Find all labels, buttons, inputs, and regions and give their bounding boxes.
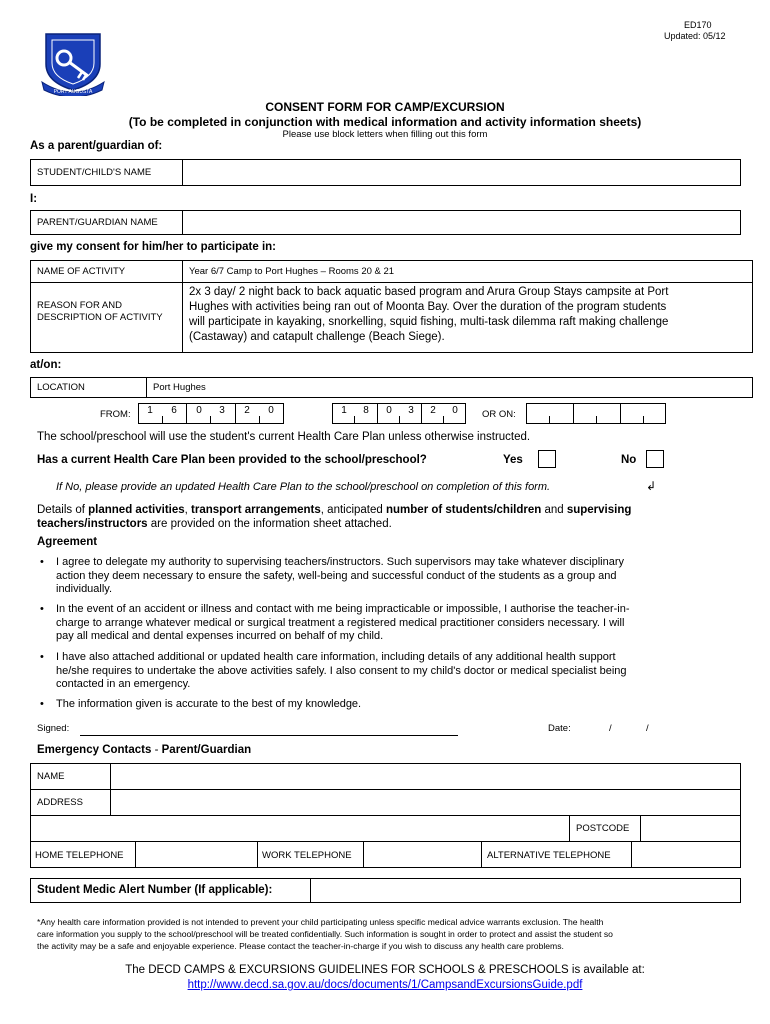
reason-line2: Hughes with activities being ran out of Moonta Bay. Over the duration of the program students	[189, 301, 667, 313]
guidelines-text: The DECD CAMPS & EXCURSIONS GUIDELINES FOR SCHOOLS & PRESCHOOLS is available at:	[125, 964, 645, 976]
form-code: ED170	[684, 20, 712, 30]
updated-date: Updated: 05/12	[664, 31, 726, 41]
location-row	[30, 377, 753, 398]
emergency-name-label: NAME	[37, 771, 65, 782]
agreement-item-4: • The information given is accurate to the best of my knowledge.	[56, 698, 361, 712]
health-plan-notice: The school/preschool will use the student's current Health Care Plan unless otherwise instructed.	[37, 431, 531, 443]
work-telephone-field[interactable]	[365, 842, 480, 867]
signature-line[interactable]	[80, 735, 458, 736]
guidelines-link[interactable]: http://www.decd.sa.gov.au/docs/documents/1/CampsandExcursionsGuide.pdf	[187, 979, 583, 991]
reason-label-line1: REASON FOR AND	[37, 300, 122, 311]
details-paragraph: Details of planned activities, transport arrangements, anticipated number of students/children and supervising	[37, 504, 632, 516]
date-slash: /	[609, 723, 612, 734]
home-telephone-field[interactable]	[137, 842, 256, 867]
from-digit: 1	[147, 405, 153, 416]
consent-heading: give my consent for him/her to participate in:	[30, 241, 277, 253]
emergency-address-field[interactable]	[112, 790, 739, 814]
location-value[interactable]: Port Hughes	[153, 382, 206, 393]
or-on-label: OR ON:	[482, 409, 516, 420]
if-no-instruction: If No, please provide an updated Health Care Plan to the school/preschool on completion of this form.	[56, 481, 551, 493]
medic-alert-label: Student Medic Alert Number (If applicable):	[37, 884, 273, 896]
reason-line4: (Castaway) and catapult challenge (Beach Siege).	[189, 331, 445, 343]
reason-label-line2: DESCRIPTION OF ACTIVITY	[37, 312, 163, 323]
yes-checkbox[interactable]	[538, 450, 556, 468]
emergency-heading: Emergency Contacts - Parent/Guardian	[37, 744, 252, 756]
from-digit: 6	[171, 405, 177, 416]
school-crest-logo	[38, 30, 108, 96]
to-digit: 3	[408, 405, 414, 416]
from-label: FROM:	[100, 409, 131, 420]
reason-line1: 2x 3 day/ 2 night back to back aquatic based program and Arura Group Stays campsite at Port	[189, 286, 669, 298]
to-digit: 2	[430, 405, 436, 416]
to-digit: 0	[452, 405, 458, 416]
date-label: Date:	[548, 723, 571, 734]
from-digit: 0	[196, 405, 202, 416]
footnote: *Any health care information provided is not intended to prevent your child participating unless specific medical advice warrants exclusion. The health care information you supply to the school/preschool will be treated confidentially. Such information is sought in order to protect and assist the student so the activity may be a safe and enjoyable experience. Please contact the teacher-in-charge if you wish to discuss any health care problems.	[37, 917, 613, 951]
postcode-label: POSTCODE	[576, 823, 630, 834]
to-digit: 0	[386, 405, 392, 416]
i-label: I:	[30, 193, 38, 205]
from-digit: 0	[268, 405, 274, 416]
activity-name-label: NAME OF ACTIVITY	[37, 266, 126, 277]
emergency-name-field[interactable]	[112, 764, 739, 788]
no-checkbox[interactable]	[646, 450, 664, 468]
work-telephone-label: WORK TELEPHONE	[262, 850, 352, 861]
to-digit: 8	[363, 405, 369, 416]
postcode-field[interactable]	[642, 816, 739, 840]
parent-name-label: PARENT/GUARDIAN NAME	[37, 217, 158, 228]
signed-label: Signed:	[37, 723, 70, 734]
no-label: No	[621, 454, 637, 466]
health-plan-question: Has a current Health Care Plan been provided to the school/preschool?	[37, 454, 427, 466]
student-name-label: STUDENT/CHILD'S NAME	[37, 167, 152, 178]
at-on-heading: at/on:	[30, 359, 62, 371]
yes-label: Yes	[503, 454, 523, 466]
location-label: LOCATION	[37, 382, 85, 393]
alternative-telephone-label: ALTERNATIVE TELEPHONE	[487, 850, 611, 861]
medic-alert-field[interactable]	[312, 879, 739, 902]
form-subtitle: (To be completed in conjunction with medical information and activity information sheets)	[128, 115, 642, 129]
activity-name-value[interactable]: Year 6/7 Camp to Port Hughes – Rooms 20 & 21	[189, 266, 395, 277]
alternative-telephone-field[interactable]	[633, 842, 739, 867]
agreement-item-1: • I agree to delegate my authority to supervising teachers/instructors. Such supervisors may take whatever disciplinary action they deem necessary to ensure the safety, well-being and successful conduct of the students as a group and individually.	[56, 556, 624, 597]
reason-line3: will participate in kayaking, snorkelling, squid fishing, multi-task dilemma raft making challenge	[189, 316, 669, 328]
agreement-heading: Agreement	[37, 536, 98, 548]
parent-guardian-heading: As a parent/guardian of:	[30, 140, 163, 152]
form-title: CONSENT FORM FOR CAMP/EXCURSION	[265, 100, 505, 114]
to-digit: 1	[341, 405, 347, 416]
date-slash: /	[646, 723, 649, 734]
from-digit: 3	[219, 405, 225, 416]
agreement-item-2: • In the event of an accident or illness and contact with me being impracticable or impossible, I authorise the teacher-in- charge to arrange whatever medical or surgical treatment a registered medical practitioner considers necessary. I will pay all medical and dental expenses incurred on behalf of my child.	[56, 603, 630, 644]
home-telephone-label: HOME TELEPHONE	[35, 850, 124, 861]
agreement-item-3: • I have also attached additional or updated health care information, including details of any additional health support he/she requires to undertake the above activities safely. I also consent to my child's doctor or medical specialist being contacted in an emergency.	[56, 651, 627, 692]
emergency-address-label: ADDRESS	[37, 797, 83, 808]
from-date-box[interactable]	[138, 403, 284, 424]
parent-name-field[interactable]	[184, 211, 739, 234]
block-letters-note: Please use block letters when filling out this form	[282, 129, 488, 140]
student-name-field[interactable]	[184, 160, 739, 185]
details-paragraph-line2: teachers/instructors are provided on the information sheet attached.	[37, 518, 392, 530]
from-digit: 2	[244, 405, 250, 416]
return-arrow-icon: ↲	[646, 479, 657, 493]
svg-text:PORT AUGUSTA: PORT AUGUSTA	[53, 89, 93, 95]
